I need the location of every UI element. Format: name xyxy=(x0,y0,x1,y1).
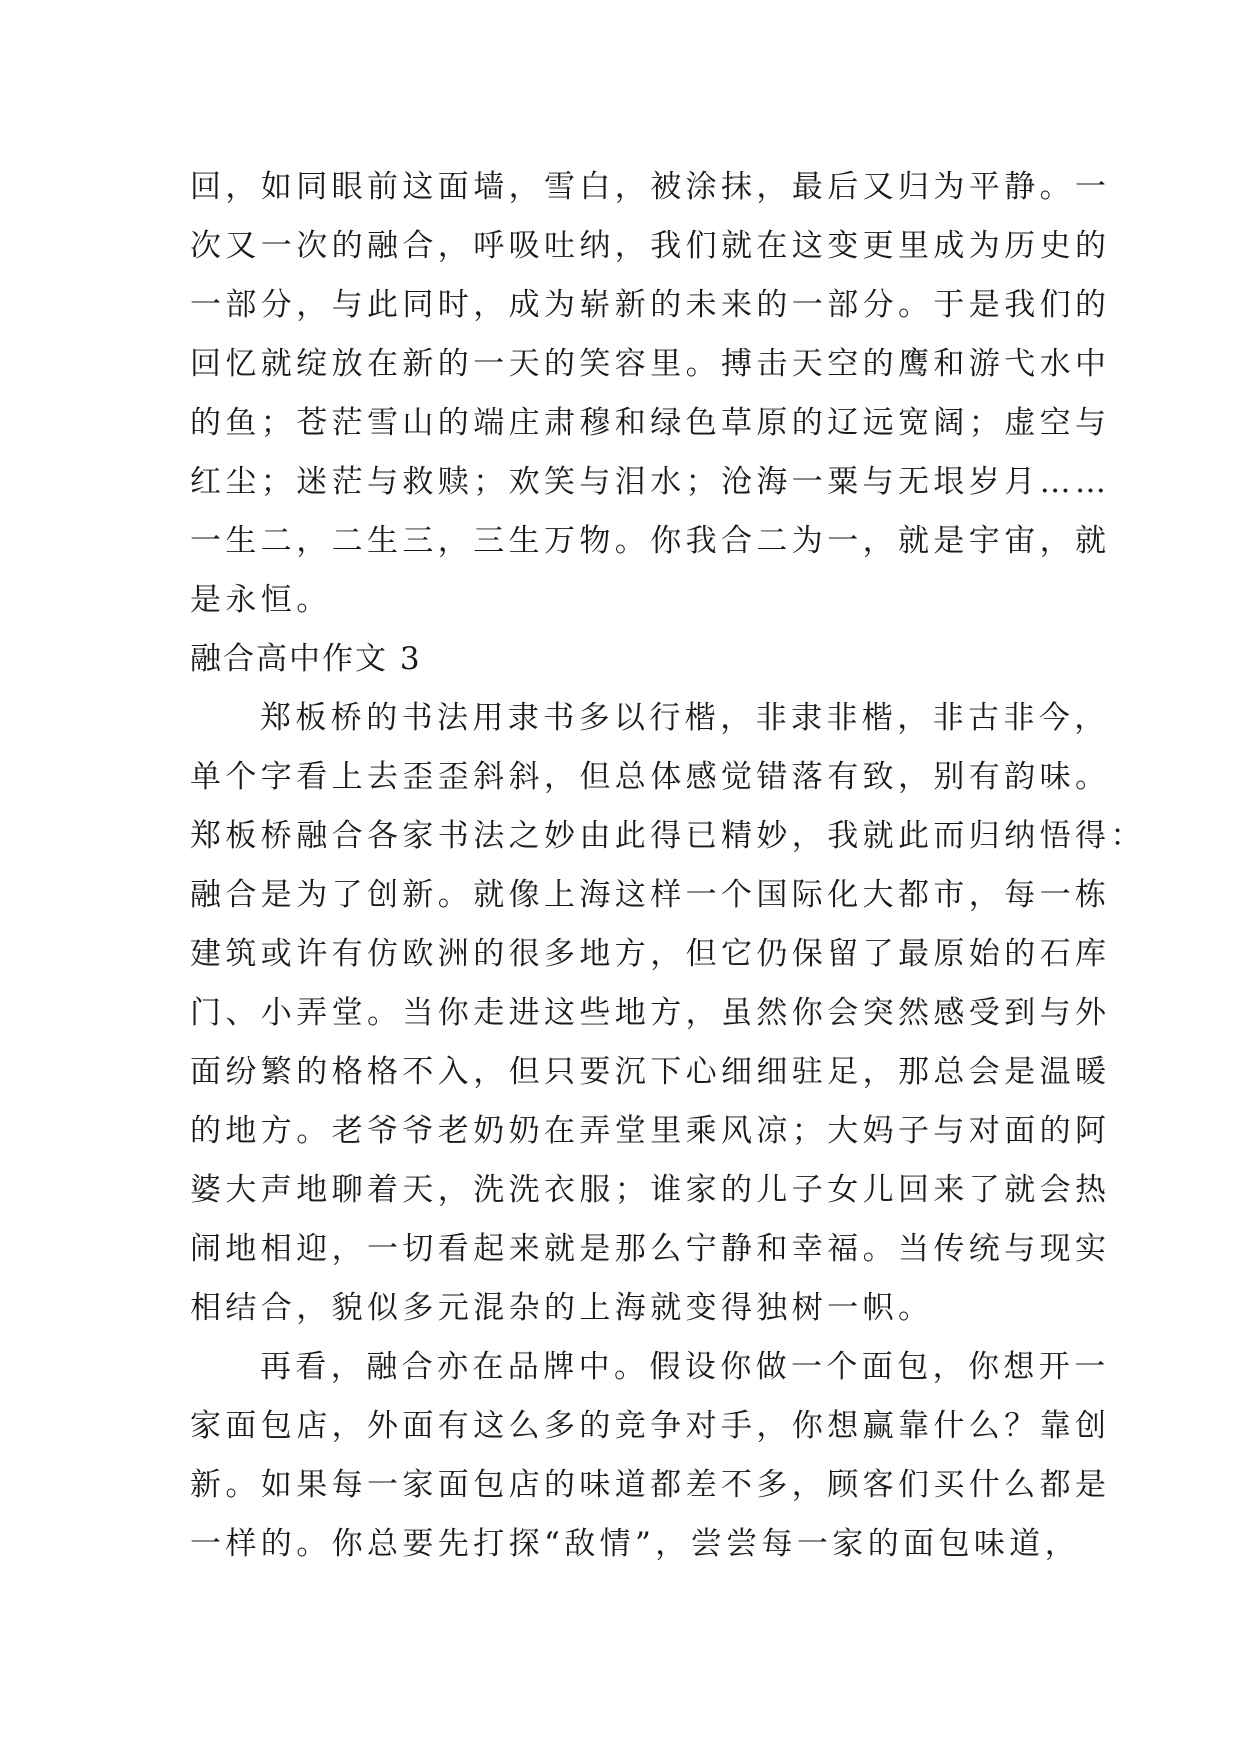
text-line: 再看，融合亦在品牌中。假设你做一个面包，你想开一 xyxy=(260,1349,1110,1385)
text-line: 单个字看上去歪歪斜斜，但总体感觉错落有致，别有韵味。 xyxy=(190,759,1111,795)
text-line: 相结合，貌似多元混杂的上海就变得独树一帜。 xyxy=(190,1290,934,1326)
paragraph-continued xyxy=(190,158,1111,630)
text-line: 门、小弄堂。当你走进这些地方，虽然你会突然感受到与外 xyxy=(190,995,1111,1031)
text-line: 回，如同眼前这面墙，雪白，被涂抹，最后又归为平静。一 xyxy=(190,169,1111,205)
text-line: 郑板桥融合各家书法之妙由此得已精妙，我就此而归纳悟得： xyxy=(190,818,1146,854)
text-line: 面纷繁的格格不入，但只要沉下心细细驻足，那总会是温暖 xyxy=(190,1054,1111,1090)
essay-heading: 融合高中作文 3 xyxy=(190,641,422,677)
text-line: 融合是为了创新。就像上海这样一个国际化大都市，每一栋 xyxy=(190,877,1111,913)
text-line: 的鱼；苍茫雪山的端庄肃穆和绿色草原的辽远宽阔；虚空与 xyxy=(190,405,1111,441)
paragraph-zheng-banqiao xyxy=(190,689,1146,1338)
text-line: 一样的。你总要先打探“敌情”，尝尝每一家的面包味道， xyxy=(190,1526,1081,1562)
text-line: 回忆就绽放在新的一天的笑容里。搏击天空的鹰和游弋水中 xyxy=(190,346,1111,382)
essay-body xyxy=(190,158,1146,1574)
text-line: 婆大声地聊着天，洗洗衣服；谁家的儿子女儿回来了就会热 xyxy=(190,1172,1111,1208)
text-line: 建筑或许有仿欧洲的很多地方，但它仍保留了最原始的石库 xyxy=(190,936,1111,972)
text-line: 是永恒。 xyxy=(190,582,332,618)
text-line: 红尘；迷茫与救赎；欢笑与泪水；沧海一粟与无垠岁月…… xyxy=(190,464,1111,500)
text-line: 的地方。老爷爷老奶奶在弄堂里乘风凉；大妈子与对面的阿 xyxy=(190,1113,1111,1149)
text-line: 一生二，二生三，三生万物。你我合二为一，就是宇宙，就 xyxy=(190,523,1111,559)
text-line: 一部分，与此同时，成为崭新的未来的一部分。于是我们的 xyxy=(190,287,1111,323)
text-line: 次又一次的融合，呼吸吐纳，我们就在这变更里成为历史的 xyxy=(190,228,1111,264)
paragraph-brand xyxy=(190,1338,1111,1574)
text-line: 闹地相迎，一切看起来就是那么宁静和幸福。当传统与现实 xyxy=(190,1231,1111,1267)
text-line: 郑板桥的书法用隶书多以行楷，非隶非楷，非古非今， xyxy=(260,700,1110,736)
text-line: 新。如果每一家面包店的味道都差不多，顾客们买什么都是 xyxy=(190,1467,1111,1503)
text-line: 家面包店，外面有这么多的竞争对手，你想赢靠什么？靠创 xyxy=(190,1408,1111,1444)
